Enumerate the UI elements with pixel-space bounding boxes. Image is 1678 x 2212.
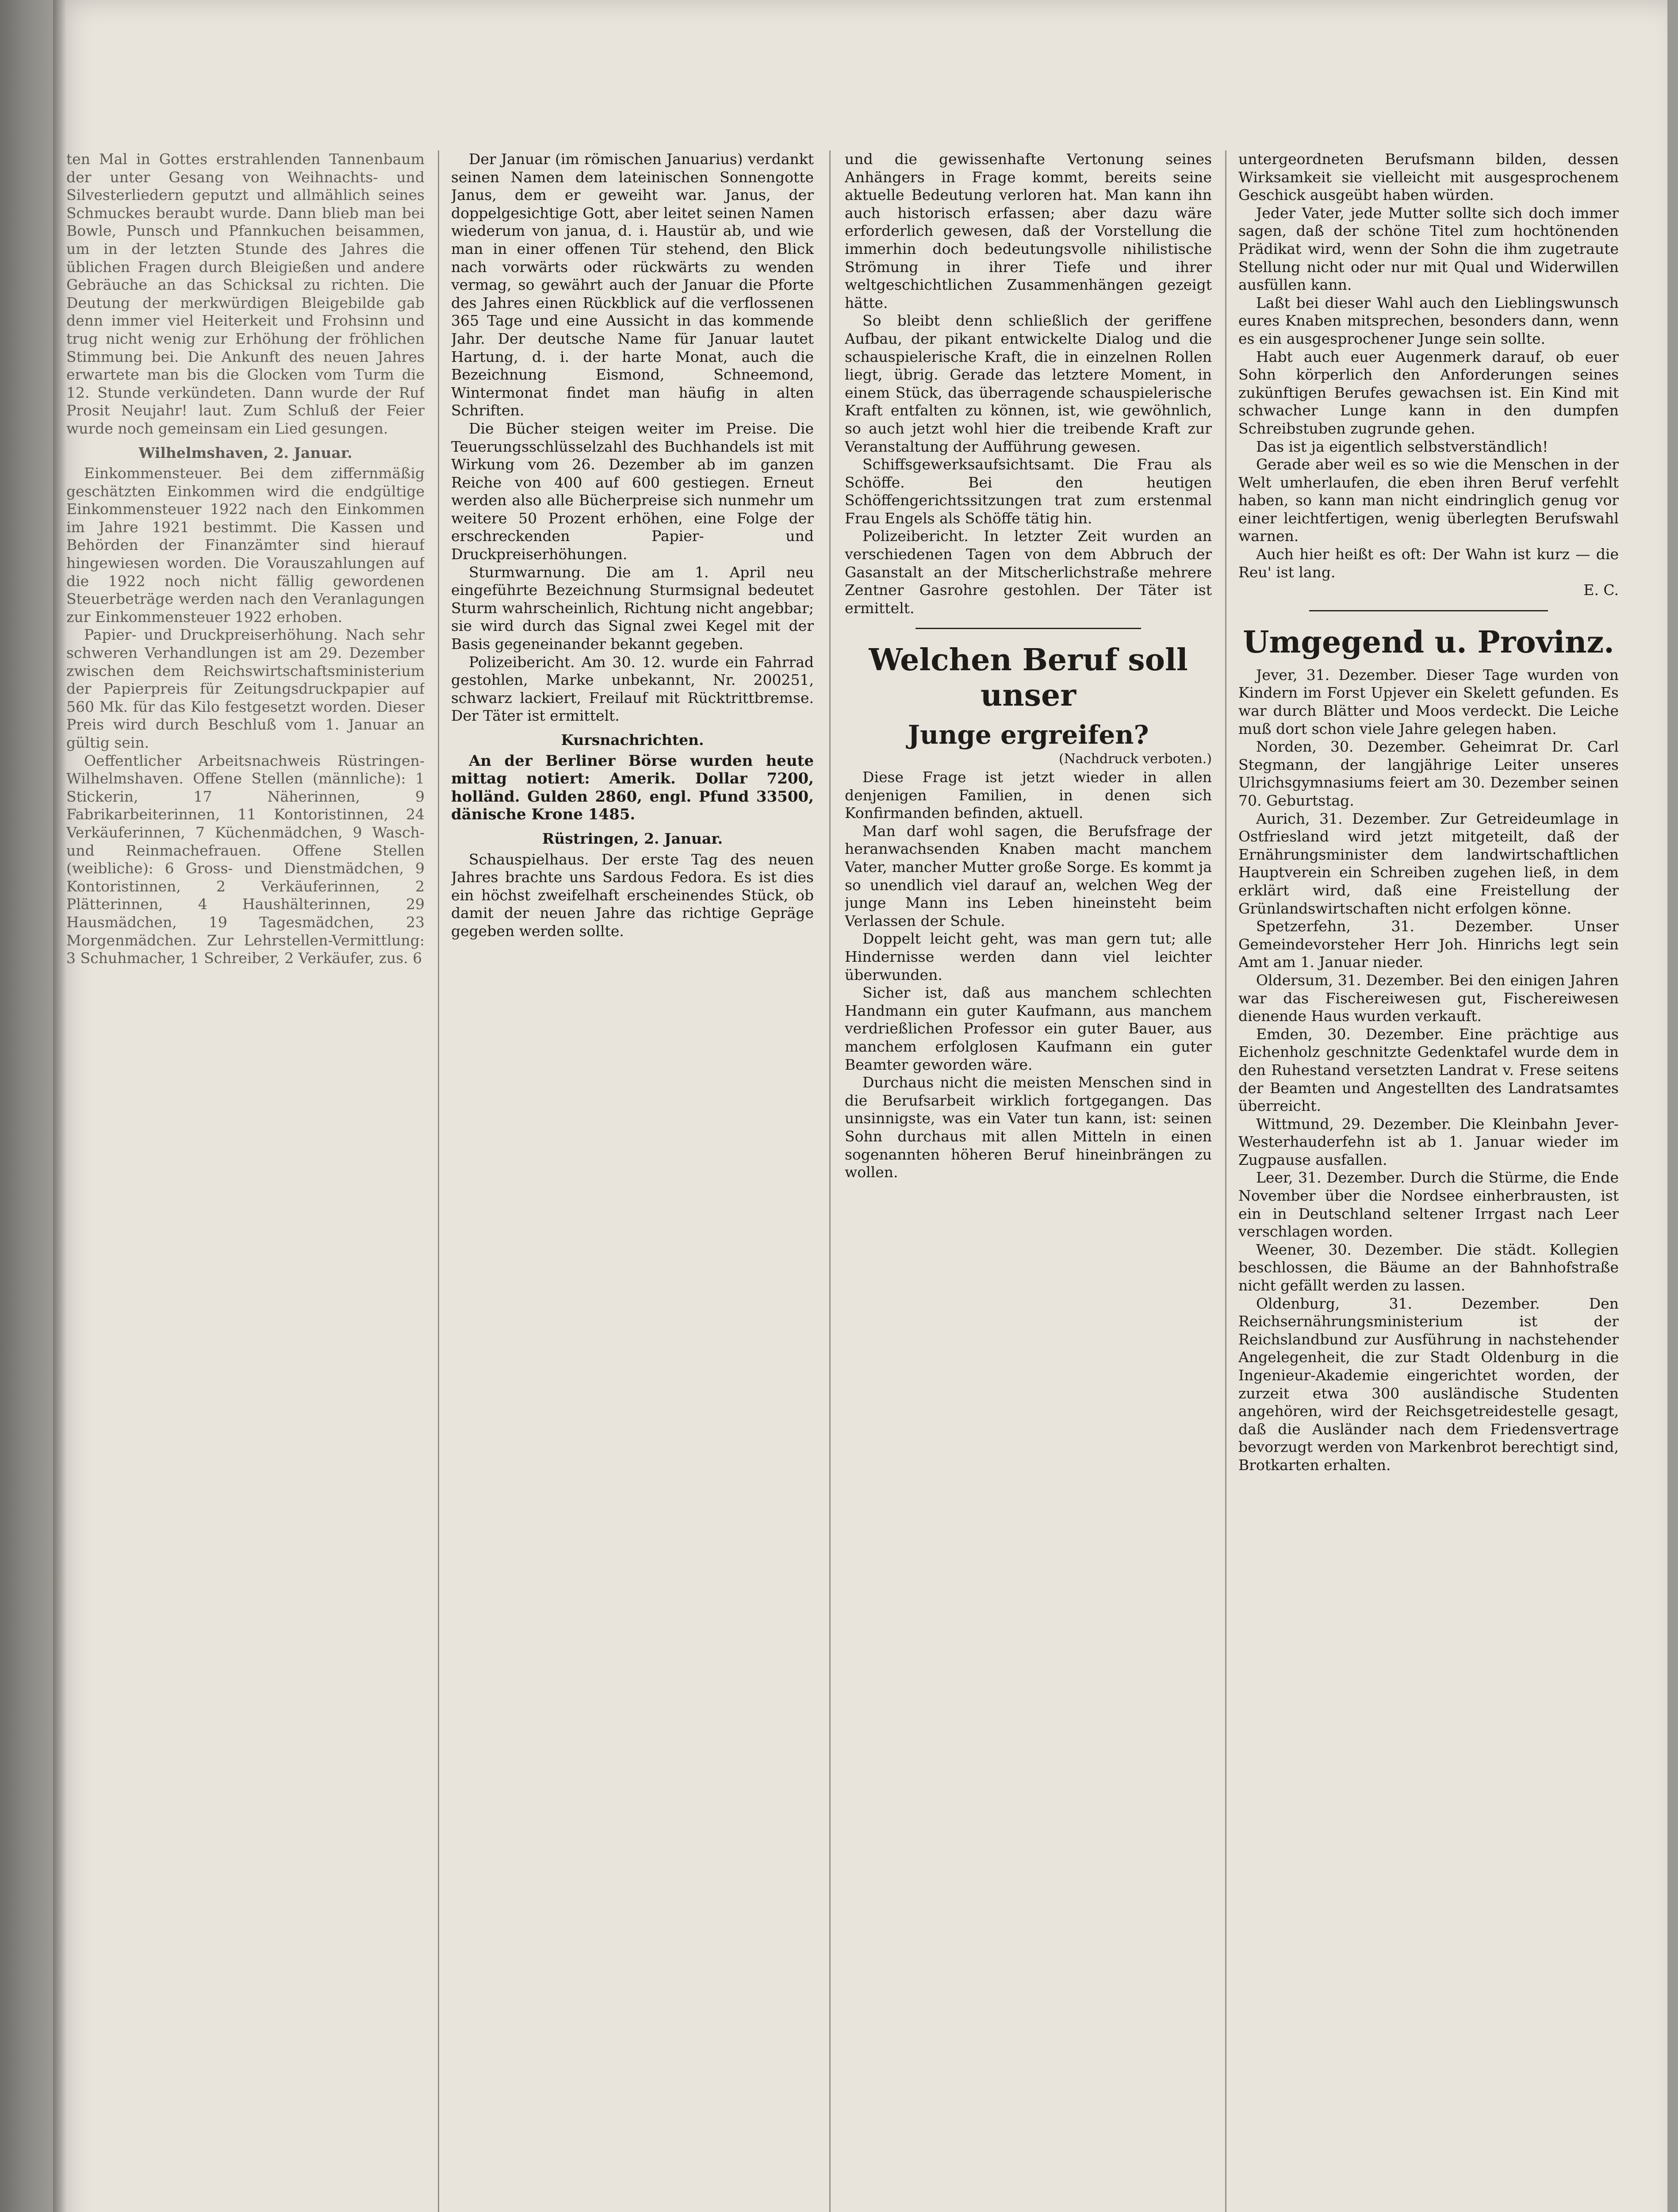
article-text: untergeordneten Berufsmann bilden, dessen Wirksamkeit sie vielleicht mit ausgesprochenem Geschick ausgeübt haben würden. — [1238, 150, 1619, 204]
column-rule — [438, 150, 439, 2212]
article-text: Der Januar (im römischen Januarius) verdankt seinen Namen dem lateinischen Sonnengotte Janus, dem er geweiht war. Janus, der doppelgesichtige Gott, aber leitet seinen Namen wiederum von janua, d. i. Haustür ab, und wie man in einer offenen Tür stehend, den Blick nach vorwärts oder rückwärts zu wenden vermag, so gewährt auch der Januar die Pforte des Jahres einen Rückblick auf die verflossenen 365 Tage und eine Aussicht in das kommende Jahr. Der deutsche Name für Januar lautet Hartung, d. i. der harte Monat, auch die Bezeichnung Eismond, Schneemond, Wintermonat findet man häufig in alten Schriften. — [451, 150, 814, 419]
newspaper-body — [66, 150, 1641, 2212]
article-text: Polizeibericht. In letzter Zeit wurden an verschiedenen Tagen von dem Abbruch der Gasanstalt an der Mitscherlichstraße mehrere Zentner Gasrohre gestohlen. Der Täter ist ermittelt. — [845, 527, 1212, 617]
article-headline: Welchen Beruf soll unser — [869, 642, 1188, 714]
article-text: Spetzerfehn, 31. Dezember. Unser Gemeindevorsteher Herr Joh. Hinrichs legt sein Amt am 1. Januar nieder. — [1238, 918, 1619, 971]
article-text: Man darf wohl sagen, die Berufsfrage der heranwachsenden Knaben macht manchem Vater, mancher Mutter große Sorge. Es kommt ja so unendlich viel darauf an, welchen Weg der junge Mann ins Leben hineinsteht beim Verlassen der Schule. — [845, 822, 1212, 929]
column-3 — [845, 150, 1212, 2212]
article-text: und die gewissenhafte Vertonung seines Anhängers in Frage kommt, bereits seine aktuelle Bedeutung verloren hat. Man kann ihn auch historisch erfassen; aber dazu wäre erforderlich gewesen, daß der Vorstellung die immerhin doch bedeutungsvolle nihilistische Strömung in ihrer Tiefe und ihrer weltgeschichtlichen Zusammenhängen gezeigt hätte. — [845, 150, 1212, 311]
article-text: Polizeibericht. Am 30. 12. wurde ein Fahrrad gestohlen, Marke unbekannt, Nr. 200251, schwarz lackiert, Freilauf mit Rücktrittbremse. Der Täter ist ermittelt. — [451, 653, 814, 725]
column-1 — [66, 150, 425, 2212]
article-text: Doppelt leicht geht, was man gern tut; alle Hindernisse werden dann viel leichter überwunden. — [845, 930, 1212, 983]
article-text: Habt auch euer Augenmerk darauf, ob euer Sohn körperlich den Anforderungen seines zukünftigen Berufes gewachsen ist. Ein Kind mit schwacher Lunge kann in den dumpfen Schreibstuben zugrunde gehen. — [1238, 348, 1619, 437]
article-text: Jeder Vater, jede Mutter sollte sich doch immer sagen, daß der schöne Titel zum hochtönenden Prädikat wird, wenn der Sohn die ihm zugetraute Stellung nicht oder nur mit Qual und Widerwillen ausfüllen kann. — [1238, 204, 1619, 294]
article-text: Emden, 30. Dezember. Eine prächtige aus Eichenholz geschnitzte Gedenktafel wurde dem in den Ruhestand versetzten Landrat v. Frese seitens der Beamten und Angestellten des Landratsamtes überreicht. — [1238, 1025, 1619, 1115]
article-text: Aurich, 31. Dezember. Zur Getreideumlage in Ostfriesland wird jetzt mitgeteilt, daß der Ernährungsminister dem landwirtschaftlichen Hauptverein ein Schreiben zugehen ließ, in dem erklärt wird, daß eine Freistellung der Grünlandswirtschaften nicht erfolgen könne. — [1238, 810, 1619, 917]
page-crease-shadow — [53, 0, 66, 2212]
article-text: Oeffentlicher Arbeitsnachweis Rüstringen-Wilhelmshaven. Offene Stellen (männliche): 1 Stickerin, 17 Näherinnen, 9 Fabrikarbeiterinnen, 11 Kontoristinnen, 24 Verkäuferinnen, 7 Küchenmädchen, 9 Wasch- und Reinmachefrauen. Offene Stellen (weibliche): 6 Gross- und Dienstmädchen, 9 Kontoristinnen, 2 Verkäuferinnen, 2 Plätterinnen, 4 Haushälterinnen, 29 Hausmädchen, 19 Tagesmädchen, 23 Morgenmädchen. Zur Lehrstellen-Vermittlung: 3 Schuhmacher, 1 Schreiber, 2 Verkäufer, zus. 6 — [66, 752, 425, 967]
article-text: Einkommensteuer. Bei dem ziffernmäßig geschätzten Einkommen wird die endgültige Einkommensteuer 1922 nach den Einkommen im Jahre 1921 bestimmt. Die Kassen und Behörden der Finanzämter sind hierauf hingewiesen worden. Die Vorauszahlungen auf die 1922 noch nicht fällig gewordenen Steuerbeträge werden nach den Veranlagungen zur Einkommensteuer 1922 erhoben. — [66, 465, 425, 626]
section-divider — [1309, 610, 1548, 611]
article-text: Das ist ja eigentlich selbstverständlich! — [1256, 438, 1548, 455]
section-divider — [916, 628, 1141, 629]
article-text: Norden, 30. Dezember. Geheimrat Dr. Carl Stegmann, der langjährige Leiter unseres Ulrichsgymnasiums feiert am 30. Dezember seinen 70. Geburtstag. — [1238, 738, 1619, 809]
article-text: So bleibt denn schließlich der geriffene Aufbau, der pikant entwickelte Dialog und die schauspielerische Kraft, die in einzelnen Rollen liegt, übrig. Gerade das letztere Moment, in einem Stück, das überragende schauspielerische Kraft entfalten zu können, ist, wie gewöhnlich, so auch jetzt wohl hier die treibende Kraft zur Veranstaltung der Aufführung gewesen. — [845, 312, 1212, 455]
article-text: Sturmwarnung. Die am 1. April neu eingeführte Bezeichnung Sturmsignal bedeutet Sturm wahrscheinlich, Richtung nicht angebbar; sie wird durch das Signal zwei Kegel mit der Basis gegeneinander bekannt gegeben. — [451, 563, 814, 653]
market-heading: Kursnachrichten. — [561, 731, 704, 749]
dateline: Rüstringen, 2. Januar. — [542, 830, 723, 847]
article-text: Laßt bei dieser Wahl auch den Lieblingswunsch eures Knaben mitsprechen, besonders dann, wenn es ein ausgesprochener Junge sein sollte. — [1238, 294, 1619, 347]
article-text: ten Mal in Gottes erstrahlenden Tannenbaum der unter Gesang von Weihnachts- und Silvesterliedern geputzt und allmählich seines Schmuckes beraubt wurde. Dann blieb man bei Bowle, Punsch und Pfannkuchen beisammen, um in der letzten Stunde des Jahres die üblichen Fragen durch Bleigießen und andere Gebräuche an das Schicksal zu richten. Die Deutung der merkwürdigen Bleigebilde gab denn immer viel Heiterkeit und Frohsinn und trug nicht wenig zur Erhöhung der fröhlichen Stimmung bei. Die Ankunft des neuen Jahres erwartete man bis die Glocken vom Turm die 12. Stunde verkündeten. Dann wurde der Ruf Prosit Neujahr! laut. Zum Schluß der Feier wurde noch gemeinsam ein Lied gesungen. — [66, 150, 425, 437]
article-text: Jever, 31. Dezember. Dieser Tage wurden von Kindern im Forst Upjever ein Skelett gefunden. Es war durch Blätter und Moos verdeckt. Die Leiche muß dort schon viele Jahre gelegen haben. — [1238, 666, 1619, 737]
section-headline: Umgegend u. Provinz. — [1243, 624, 1614, 660]
article-text: Schiffsgewerksaufsichtsamt. Die Frau als Schöffe. Bei den heutigen Schöffengerichtssitzungen trat zum erstenmal Frau Engels als Schöffe tätig hin. — [845, 456, 1212, 527]
reprint-note: (Nachdruck verboten.) — [1058, 751, 1212, 767]
article-text: Durchaus nicht die meisten Menschen sind in die Berufsarbeit wirklich fortgegangen. Das unsinnigste, was ein Vater tun kann, ist: seinen Sohn durchaus mit allen Mitteln in einen sogenannten höheren Beruf hineinbrängen zu wollen. — [845, 1074, 1212, 1181]
article-text: Diese Frage ist jetzt wieder in allen denjenigen Familien, in denen sich Konfirmanden befinden, aktuell. — [845, 768, 1212, 822]
column-2 — [451, 150, 814, 2212]
column-4 — [1238, 150, 1619, 2212]
author-signature: E. C. — [1583, 581, 1619, 599]
market-report: An der Berliner Börse wurden heute mittag notiert: Amerik. Dollar 7200, holländ. Gulden 2860, engl. Pfund 33500, dänische Krone 1485. — [451, 752, 814, 824]
article-text: Auch hier heißt es oft: Der Wahn ist kurz — die Reu' ist lang. — [1238, 545, 1619, 581]
article-text: Oldenburg, 31. Dezember. Den Reichsernährungsministerium ist der Reichslandbund zur Ausführung in nachstehender Angelegenheit, die zur Stadt Oldenburg in die Ingenieur-Akademie eingerichtet worden, der zurzeit etwa 300 ausländische Studenten angehören, wird der Reichsgetreidestelle gesagt, daß die Ausländer nach dem Friedensvertrage bevorzugt werden von Markenbrot berechtigt sind, Brotkarten erhalten. — [1238, 1294, 1619, 1474]
article-text: Schauspielhaus. Der erste Tag des neuen Jahres brachte uns Sardous Fedora. Es ist dies ein höchst zweifelhaft erscheinendes Stück, ob damit der neuen Jahre das richtige Gepräge gegeben werden sollte. — [451, 850, 814, 940]
article-headline-line2: Junge ergreifen? — [908, 720, 1149, 750]
dateline: Wilhelmshaven, 2. Januar. — [138, 444, 352, 461]
article-text: Sicher ist, daß aus manchem schlechten Handmann ein guter Kaufmann, aus manchem verdrießlichen Professor ein guter Bauer, aus manchem erfolglosen Kaufmann ein guter Beamter geworden wäre. — [845, 984, 1212, 1073]
article-text: Gerade aber weil es so wie die Menschen in der Welt umherlaufen, die eben ihren Beruf verfehlt haben, so kann man nicht eindringlich genug vor einer leichtfertigen, wenig überlegten Berufswahl warnen. — [1238, 456, 1619, 545]
column-rule — [829, 150, 831, 2212]
article-text: Die Bücher steigen weiter im Preise. Die Teuerungsschlüsselzahl des Buchhandels ist mit Wirkung vom 26. Dezember ab im ganzen Reiche von 400 auf 600 gestiegen. Erneut werden also alle Bücherpreise sich nunmehr um weitere 50 Prozent erhöhen, eine Folge der erschreckenden Papier- und Druckpreiserhöhungen. — [451, 419, 814, 563]
column-rule — [1225, 150, 1226, 2212]
article-text: Leer, 31. Dezember. Durch die Stürme, die Ende November über die Nordsee einherbrausten, ist ein in Deutschland seltener Irrgast nach Leer verschlagen worden. — [1238, 1169, 1619, 1240]
article-text: Weener, 30. Dezember. Die städt. Kollegien beschlossen, die Bäume an der Bahnhofstraße nicht gefällt werden zu lassen. — [1238, 1240, 1619, 1294]
article-text: Papier- und Druckpreiserhöhung. Nach sehr schweren Verhandlungen ist am 29. Dezember zwischen dem Reichswirtschaftsministerium der Papierpreis für Zeitungsdruckpapier auf 560 Mk. für das Kilo festgesetzt worden. Dieser Preis wird durch Beschluß vom 1. Januar an gültig sein. — [66, 626, 425, 751]
article-text: Wittmund, 29. Dezember. Die Kleinbahn Jever-Westerhauderfehn ist ab 1. Januar wieder im Zugpause ausfallen. — [1238, 1115, 1619, 1168]
article-text: Oldersum, 31. Dezember. Bei den einigen Jahren war das Fischereiwesen gut, Fischereiwesen dienende Haus wurden verkauft. — [1238, 971, 1619, 1025]
